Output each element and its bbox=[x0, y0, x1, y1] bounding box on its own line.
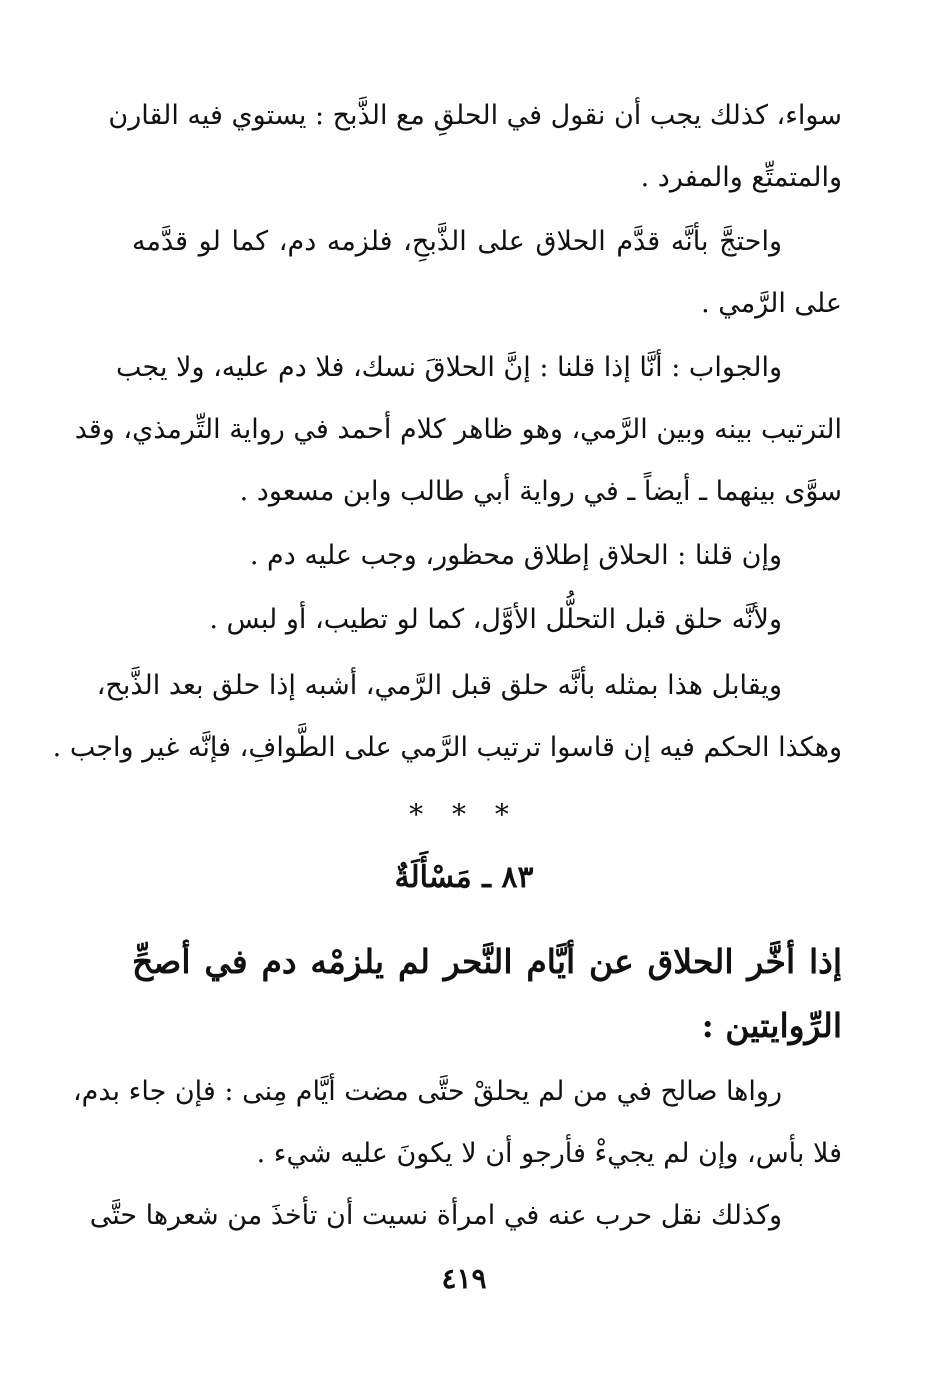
masala-title: إذا أخَّر الحلاق عن أيَّام النَّحر لم يلزمْه دم في أصحِّ bbox=[132, 942, 842, 981]
text-line: واحتجَّ بأنَّه قدَّم الحلاق على الذَّبحِ، فلزمه دم، كما لو قدَّمه bbox=[132, 226, 782, 257]
text-line: وهكذا الحكم فيه إن قاسوا ترتيب الرَّمي على الطَّوافِ، فإنَّه غير واجب . bbox=[52, 732, 842, 763]
text-line: ولأنَّه حلق قبل التحلُّل الأوَّل، كما لو تطيب، أو لبس . bbox=[209, 604, 782, 635]
text-line: وكذلك نقل حرب عنه في امرأة نسيت أن تأخذَ من شعرها حتَّى bbox=[89, 1200, 782, 1231]
text-line: على الرَّمي . bbox=[701, 288, 842, 319]
section-separator: * * * bbox=[409, 798, 519, 831]
text-line: ويقابل هذا بمثله بأنَّه حلق قبل الرَّمي، أشبه إذا حلق بعد الذَّبح، bbox=[96, 670, 782, 701]
text-line: الترتيب بينه وبين الرَّمي، وهو ظاهر كلام أحمد في رواية التِّرمذي، وقد bbox=[74, 414, 842, 445]
text-line: سوَّى بينهما ـ أيضاً ـ في رواية أبي طالب وابن مسعود . bbox=[239, 476, 842, 507]
masala-title: الرِّوايتين : bbox=[701, 1006, 842, 1045]
text-line: رواها صالح في من لم يحلقْ حتَّى مضت أيَّام مِنى : فإن جاء بدم، bbox=[72, 1076, 782, 1107]
text-line: فلا بأس، وإن لم يجيءْ فأرجو أن لا يكونَ عليه شيء . bbox=[256, 1138, 842, 1169]
text-line: والجواب : أنَّا إذا قلنا : إنَّ الحلاقَ نسك، فلا دم عليه، ولا يجب bbox=[116, 352, 782, 383]
page-number: ٤١٩ bbox=[441, 1262, 487, 1295]
text-line: سواء، كذلك يجب أن نقول في الحلقِ مع الذَّبح : يستوي فيه القارن bbox=[108, 100, 842, 131]
masala-heading: ٨٣ ـ مَسْأَلَةٌ bbox=[394, 860, 534, 895]
text-line: وإن قلنا : الحلاق إطلاق محظور، وجب عليه دم . bbox=[249, 540, 782, 571]
text-line: والمتمتِّع والمفرد . bbox=[640, 162, 842, 193]
